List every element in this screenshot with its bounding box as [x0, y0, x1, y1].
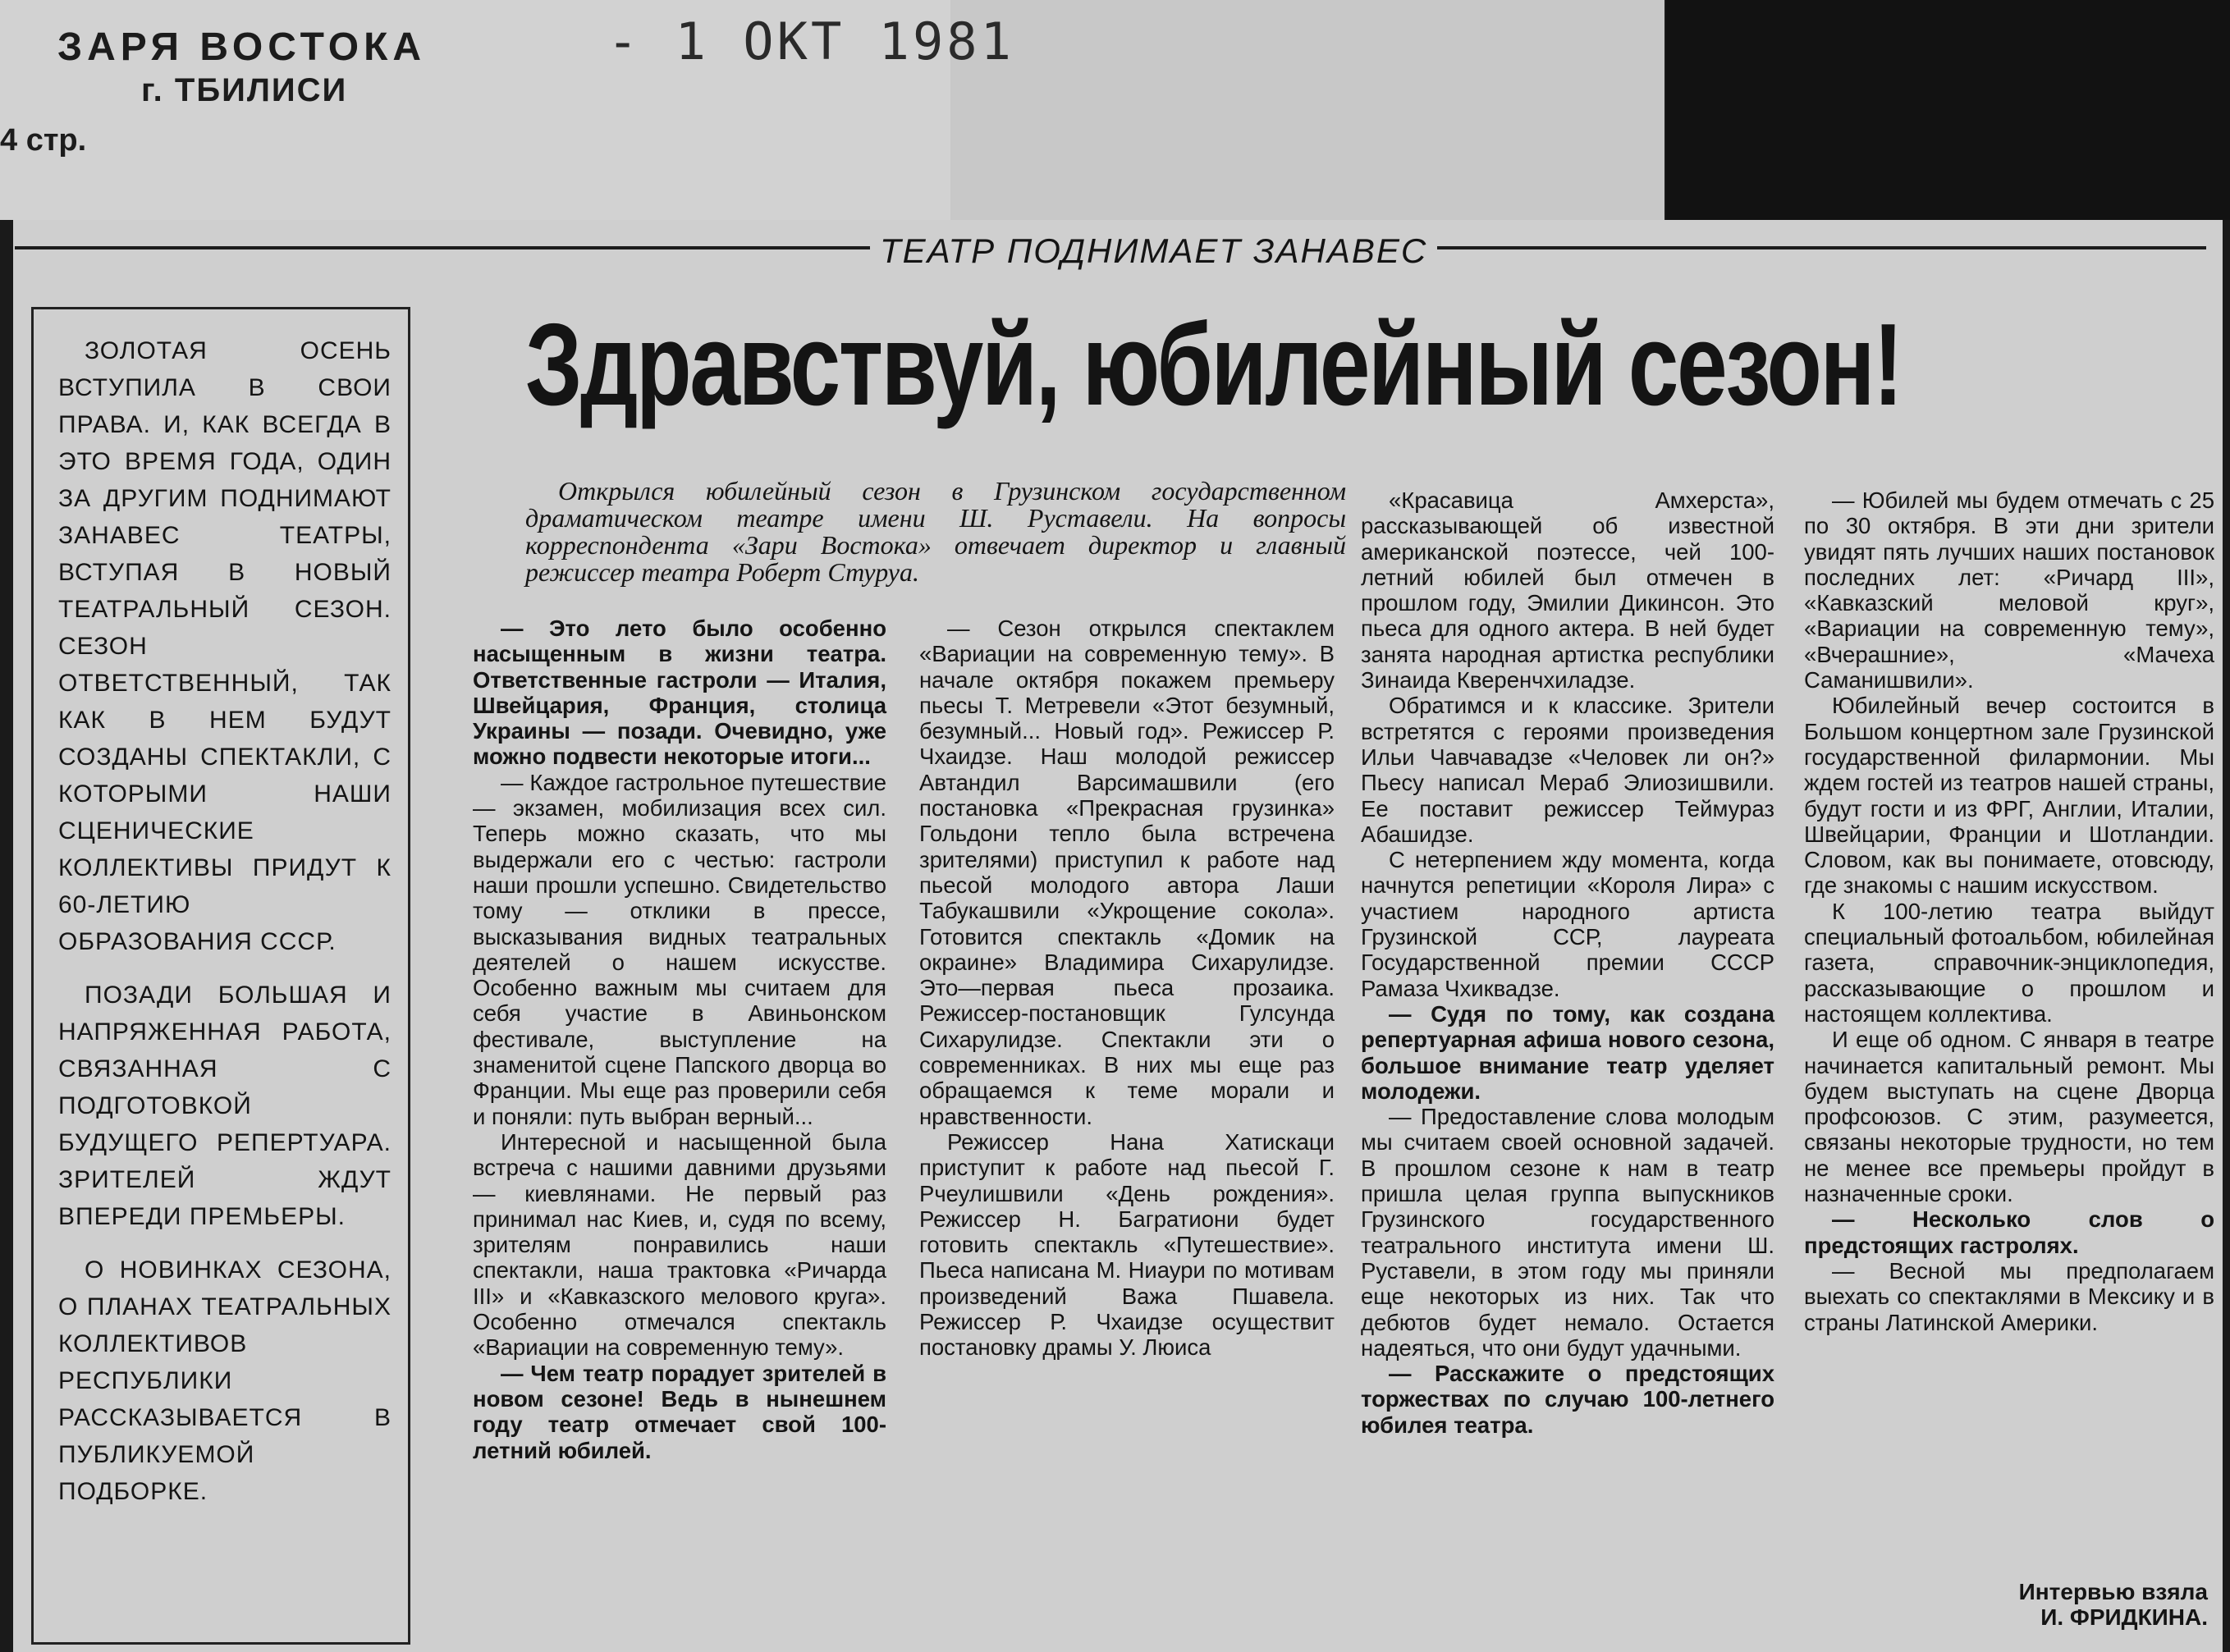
page-number: 4 стр.	[0, 123, 87, 158]
question-paragraph: — Судя по тому, как создана репертуарная афиша нового сезона, большое внимание театр уделяет молодежи.	[1361, 1000, 1774, 1104]
question-paragraph: — Чем театр порадует зрителей в новом сезоне! Ведь в нынешнем году театр отмечает свой 100-летний юбилей.	[473, 1360, 886, 1463]
body-paragraph: С нетерпением жду момента, когда начнутся репетиции «Короля Лира» с участием народного артиста Грузинской ССР, лауреата Государственной премии СССР Рамаза Чхиквадзе.	[1361, 847, 1774, 1001]
body-paragraph: — Каждое гастрольное путешествие — экзамен, мобилизация всех сил. Теперь можно сказать, что мы выдержали его с честью: гастроли наши прошли успешно. Свидетельство тому — отклики в прессе, высказывания видных театральных деятелей о нашем искусстве. Особенно важным мы считаем для себя участие в Авиньонском фестивале, выступление на знаменитой сцене Папского дворца во Франции. Мы еще раз проверили себя и поняли: путь выбран верный...	[473, 769, 886, 1129]
body-paragraph: Обратимся и к классике. Зрители встретятся с героями произведения Ильи Чавчавадзе «Человек ли он?» Пьесу написал Мераб Элиозишвили. Ее поставит режиссер Теймураз Абашидзе.	[1361, 693, 1774, 847]
question-paragraph: — Несколько слов о предстоящих гастролях.	[1804, 1206, 2214, 1258]
byline-author: И. ФРИДКИНА.	[2040, 1604, 2208, 1630]
date-stamp: - 1 ОКТ 1981	[607, 11, 1014, 71]
body-paragraph: Юбилейный вечер состоится в Большом концертном зале Грузинской государственной филармонии. Мы ждем гостей из театров нашей страны, будут гости и из ФРГ, Англии, Италии, Швейцарии, Франции и Шотландии. Словом, как вы понимаете, отовсюду, где знакомы с нашим искусством.	[1804, 693, 2214, 899]
intro-paragraph: Открылся юбилейный сезон в Грузинском государственном драматическом театре имени Ш. Руставели. На вопросы корреспондента «Зари Востока» отвечает директор и главный режиссер театра Роберт Стуруа.	[525, 476, 1346, 587]
byline	[1804, 1579, 2208, 1630]
question-paragraph: — Это лето было особенно насыщенным в жизни театра. Ответственные гастроли — Италия, Швейцария, Франция, столица Украины — позади. Очевидно, уже можно подвести некоторые итоги...	[473, 615, 886, 770]
article-column-1	[473, 615, 886, 1463]
body-paragraph: И еще об одном. С января в театре начинается капитальный ремонт. Мы будем выступать на сцене Дворца профсоюзов. С этим, разумеется, связаны некоторые трудности, но тем не менее все премьеры пройдут в назначенные сроки.	[1804, 1027, 2214, 1207]
newspaper-city: г. ТБИЛИСИ	[141, 72, 348, 108]
lead-paragraph: ПОЗАДИ БОЛЬШАЯ И НАПРЯЖЕННАЯ РАБОТА, СВЯЗАННАЯ С ПОДГОТОВКОЙ БУДУЩЕГО РЕПЕРТУАРА. ЗРИТЕЛЕЙ ЖДУТ ВПЕРЕДИ ПРЕМЬЕРЫ.	[58, 982, 392, 1230]
byline-role: Интервью взяла	[2018, 1579, 2208, 1604]
scan-background	[1666, 0, 2230, 220]
lead-box	[31, 307, 410, 1645]
body-paragraph: — Весной мы предполагаем выехать со спектаклями в Мексику и в страны Латинской Америки.	[1804, 1257, 2214, 1335]
body-paragraph: Режиссер Нана Хатискаци приступит к работе над пьесой Г. Рчеулишвили «День рождения». Режиссер Н. Багратиони будет готовить спектакль «Путешествие». Пьеса написана М. Ниаури по мотивам произведений Важа Пшавела. Режиссер Р. Чхаидзе осуществит постановку драмы У. Люиса	[919, 1128, 1335, 1361]
newspaper-name: ЗАРЯ ВОСТОКА	[57, 25, 427, 69]
body-paragraph: Интересной и насыщенной была встреча с нашими давними друзьями — киевлянами. Не первый раз принимал нас Киев, и, судя по всему, зрителям понравились наши спектакли, наша трактовка «Ричарда III» и «Кавказского мелового круга». Особенно отмечался спектакль «Вариации на современную тему».	[473, 1128, 886, 1361]
article-column-3	[1361, 487, 1774, 1438]
body-paragraph: — Сезон открылся спектаклем «Вариации на современную тему». В начале октября покажем премьеру пьесы Т. Метревели «Этот безумный, безумный... Новый год». Режиссер Р. Чхаидзе. Наш молодой режиссер Автандил Варсимашвили (его постановка «Прекрасная грузинка» Гольдони тепло была встречена зрителями) приступил к работе над пьесой молодого автора Лаши Табукашвили «Укрощение сокола». Готовится спектакль «Домик на окраине» Владимира Сихарулидзе. Это—первая пьеса прозаика. Режиссер-постановщик Гулсунда Сихарулидзе. Спектакли эти о современниках. В них мы еще раз обращаемся к теме морали и нравственности.	[919, 615, 1335, 1129]
rubric: ТЕАТР ПОДНИМАЕТ ЗАНАВЕС	[870, 231, 1437, 271]
article-column-2	[919, 615, 1335, 1361]
headline: Здравствуй, юбилейный сезон!	[525, 300, 1902, 430]
body-paragraph: К 100-летию театра выйдут специальный фотоальбом, юбилейная газета, справочник-энциклопедия, рассказывающие о прошлом и настоящем коллектива.	[1804, 898, 2214, 1027]
body-paragraph: — Юбилей мы будем отмечать с 25 по 30 октября. В эти дни зрители увидят пять лучших наших постановок последних лет: «Ричард III», «Кавказский меловой круг», «Вариации на современную тему», «Вчерашние», «Мачеха Саманишвили».	[1804, 487, 2214, 693]
body-paragraph: — Предоставление слова молодым мы считаем своей основной задачей. В прошлом сезоне к нам в театр пришла целая группа выпускников Грузинского государственного театрального института имени Ш. Руставели, в этом году мы приняли еще некоторых из них. Так что дебютов будет немало. Остается надеяться, что они будут удачными.	[1361, 1104, 1774, 1361]
lead-paragraph: О НОВИНКАХ СЕЗОНА, О ПЛАНАХ ТЕАТРАЛЬНЫХ КОЛЛЕКТИВОВ РЕСПУБЛИКИ РАССКАЗЫВАЕТСЯ В ПУБЛИКУЕМОЙ ПОДБОРКЕ.	[58, 1256, 392, 1505]
question-paragraph: — Расскажите о предстоящих торжествах по случаю 100-летнего юбилея театра.	[1361, 1361, 1774, 1438]
masthead-clipping-right	[950, 0, 1664, 220]
body-paragraph: «Красавица Амхерста», рассказывающей об известной американской поэтессе, чей 100-летний юбилей был отмечен в прошлом году, Эмилии Дикинсон. Это пьеса для одного актера. В ней будет занята народная артистка республики Зинаида Кверенчхиладзе.	[1361, 487, 1774, 693]
article-column-4	[1804, 487, 2214, 1335]
lead-paragraph: ЗОЛОТАЯ ОСЕНЬ ВСТУПИЛА В СВОИ ПРАВА. И, КАК ВСЕГДА В ЭТО ВРЕМЯ ГОДА, ОДИН ЗА ДРУГИМ ПОДНИМАЮТ ЗАНАВЕС ТЕАТРЫ, ВСТУПАЯ В НОВЫЙ ТЕАТРАЛЬНЫЙ СЕЗОН. СЕЗОН ОТВЕТСТВЕННЫЙ, ТАК КАК В НЕМ БУДУТ СОЗДАНЫ СПЕКТАКЛИ, С КОТОРЫМИ НАШИ СЦЕНИЧЕСКИЕ КОЛЛЕКТИВЫ ПРИДУТ К 60-ЛЕТИЮ ОБРАЗОВАНИЯ СССР.	[58, 337, 392, 955]
